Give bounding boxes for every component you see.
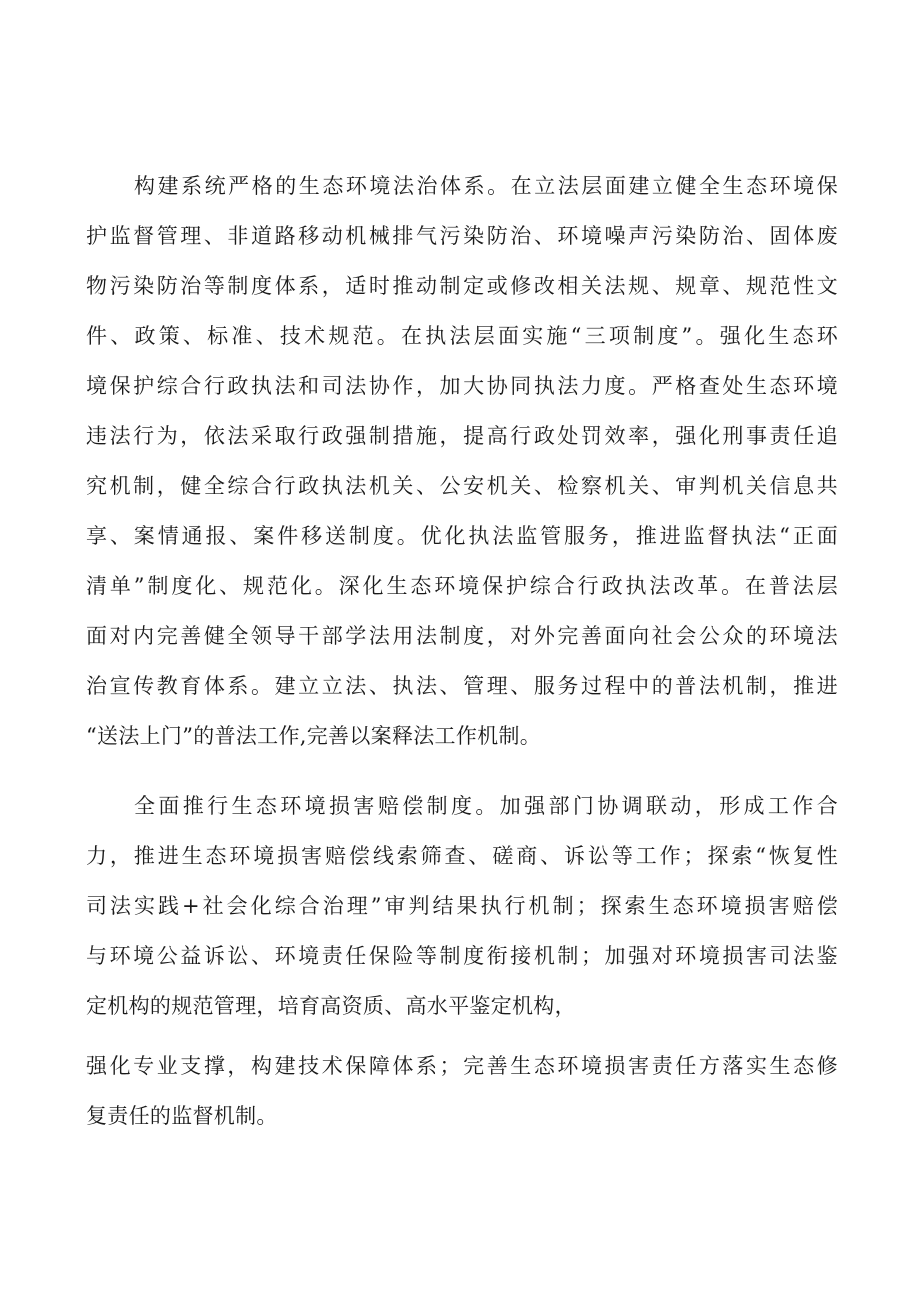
paragraph-line: 强化专业支撑，构建技术保障体系；完善生态环境损害责任方落实生态修 [86, 1054, 838, 1078]
paragraph-line: 违法行为，依法采取行政强制措施，提高行政处罚效率，强化刑事责任追 [86, 424, 838, 448]
paragraph-line: 力，推进生态环境损害赔偿线索筛查、磋商、诉讼等工作；探索“恢复性 [86, 844, 838, 868]
paragraph-line: 定机构的规范管理，培育高资质、高水平鉴定机构， [86, 994, 576, 1018]
paragraph-line: 件、政策、标准、技术规范。在执法层面实施“三项制度”。强化生态环 [86, 324, 838, 348]
paragraph-line: 构建系统严格的生态环境法治体系。在立法层面建立健全生态环境保 [134, 174, 838, 198]
paragraph-line: 物污染防治等制度体系，适时推动制定或修改相关法规、规章、规范性文 [86, 274, 838, 298]
paragraph-line: 与环境公益诉讼、环境责任保险等制度衔接机制；加强对环境损害司法鉴 [86, 944, 838, 968]
paragraph-line: 境保护综合行政执法和司法协作，加大协同执法力度。严格查处生态环境 [86, 374, 838, 398]
paragraph-line: 复责任的监督机制。 [86, 1104, 278, 1128]
paragraph-line: 护监督管理、非道路移动机械排气污染防治、环境噪声污染防治、固体废 [86, 224, 838, 248]
paragraph-line: 享、案情通报、案件移送制度。优化执法监管服务，推进监督执法“正面 [86, 524, 838, 548]
paragraph-line: 面对内完善健全领导干部学法用法制度，对外完善面向社会公众的环境法 [86, 624, 838, 648]
paragraph-line: 究机制，健全综合行政执法机关、公安机关、检察机关、审判机关信息共 [86, 474, 838, 498]
paragraph-line: 全面推行生态环境损害赔偿制度。加强部门协调联动，形成工作合 [134, 794, 838, 818]
paragraph-line: “送法上门”的普法工作,完善以案释法工作机制。 [86, 724, 542, 748]
paragraph-line: 清单”制度化、规范化。深化生态环境保护综合行政执法改革。在普法层 [86, 574, 838, 598]
paragraph-line: 司法实践+社会化综合治理”审判结果执行机制；探索生态环境损害赔偿 [86, 894, 838, 918]
paragraph-line: 治宣传教育体系。建立立法、执法、管理、服务过程中的普法机制，推进 [86, 674, 838, 698]
